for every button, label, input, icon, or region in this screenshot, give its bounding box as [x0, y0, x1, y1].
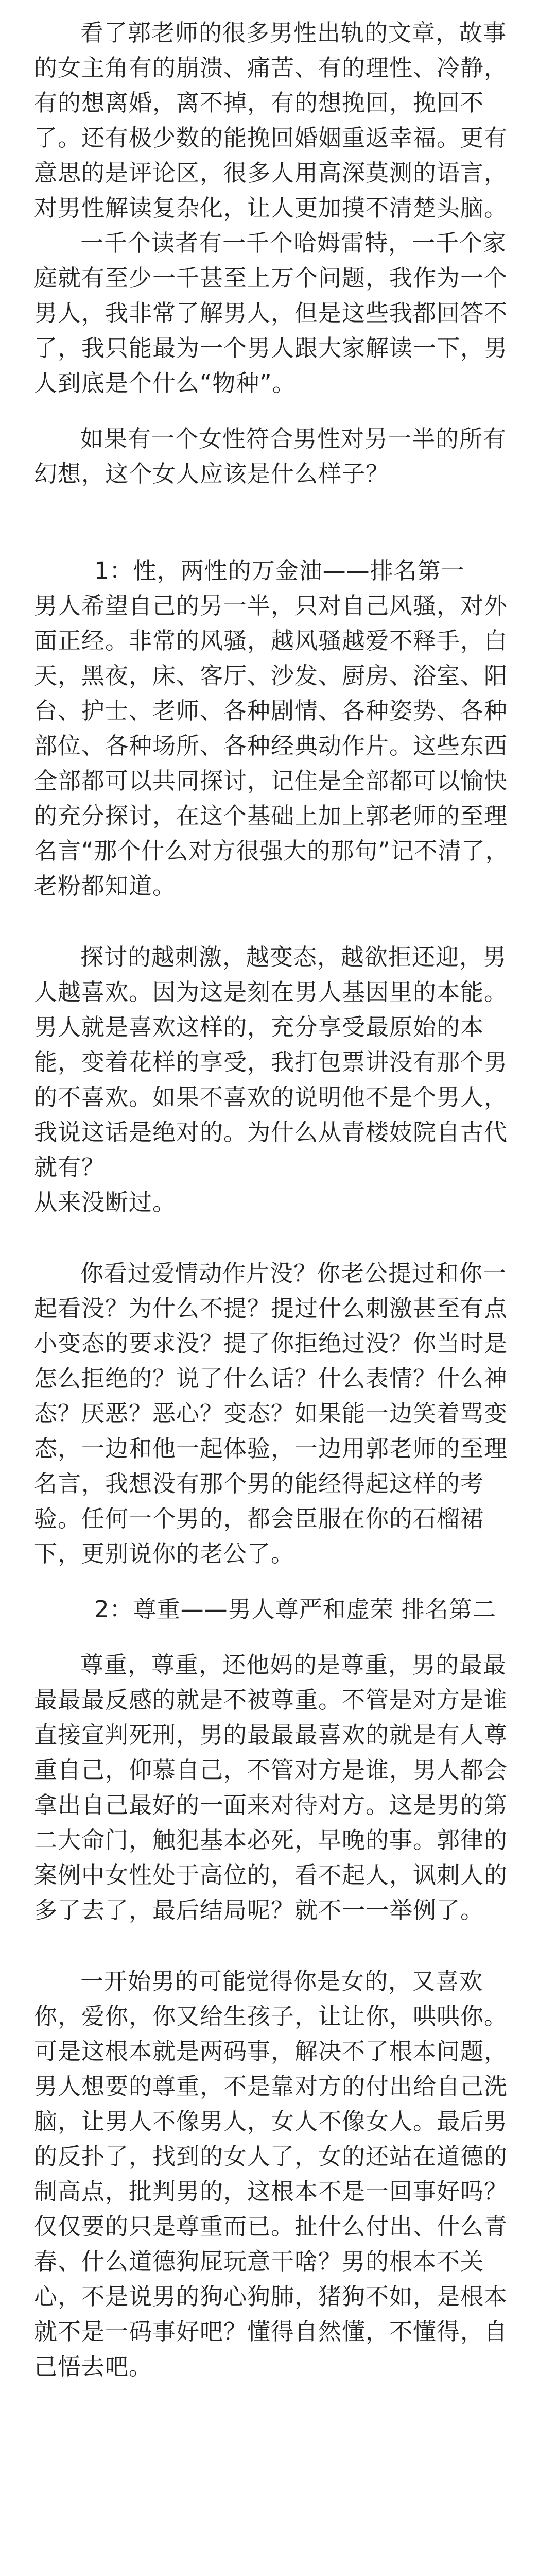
question-paragraph: 如果有一个女性符合男性对另一半的所有幻想，这个女人应该是什么样子？ — [34, 425, 507, 487]
section-1-heading-text: 1：性，两性的万金油——排名第一 — [94, 557, 465, 584]
spacer — [34, 1220, 522, 1256]
section-2-heading — [34, 1592, 522, 1627]
spacer — [34, 1627, 522, 1648]
section-2-heading-text: 2：尊重——男人尊严和虚荣 排名第二 — [94, 1596, 496, 1623]
section-1-paragraph-1: 男人希望自己的另一半，只对自己风骚，对外面正经。非常的风骚，越风骚越爱不释手，白天，黑夜，床、客厅、沙发、厨房、浴室、阳台、护士、老师、各种剧情、各种姿势、各种部位、各种场所、各种经典动作片。这些东西全部都可以共同探讨，记住是全部都可以愉快的充分探讨，在这个基础上加上郭老师的至理名言“那个什么对方很强大的那句”记不清了，老粉都知道。 — [34, 592, 509, 900]
section-2-paragraph-1: 尊重，尊重，还他妈的是尊重，男的最最最最最反感的就是不被尊重。不管是对方是谁直接宣判死刑，男的最最最喜欢的就是有人尊重自己，仰慕自己，不管对方是谁，男人都会拿出自己最好的一面来对待对方。这是男的第二大命门，触犯基本必死，早晚的事。郭律的案例中女性处于高位的，看不起人，讽刺人的多了去了，最后结局呢？就不一一举例了。 — [34, 1651, 508, 1924]
spacer — [34, 1571, 522, 1592]
spacer — [34, 1928, 522, 1964]
section-1-heading — [34, 553, 522, 588]
intro-paragraph-2: 一千个读者有一千个哈姆雷特，一千个家庭就有至少一千甚至上万个问题，我作为一个男人，我非常了解男人，但是这些我都回答不了，我只能最为一个男人跟大家解读一下，男人到底是个什么“物种”。 — [34, 229, 508, 397]
spacer — [34, 492, 522, 553]
section-1-paragraph-2: 探讨的越刺激，越变态，越欲拒还迎，男人越喜欢。因为这是刻在男人基因里的本能。男人就是喜欢这样的，充分享受最原始的本能，变着花样的享受，我打包票讲没有那个男的不喜欢。如果不喜欢的说明他不是个男人，我说这话是绝对的。为什么从青楼妓院自古代就有？ — [34, 943, 508, 1181]
section-1-paragraph-3: 从来没断过。 — [34, 1189, 177, 1216]
spacer — [34, 904, 522, 940]
section-2-paragraph-2: 一开始男的可能觉得你是女的，又喜欢你，爱你，你又给生孩子，让让你，哄哄你。可是这根本就是两码事，解决不了根本问题，男人想要的尊重，不是靠对方的付出给自己洗脑，让男人不像男人，女人不像女人。最后男的反扑了，找到的女人了，女的还站在道德的制高点，批判男的，这根本不是一回事好吗？仅仅要的只是尊重而已。扯什么付出、什么青春、什么道德狗屁玩意干啥？男的根本不关心，不是说男的狗心狗肺，猪狗不如，是根本就不是一码事好吧？懂得自然懂，不懂得，自己悟去吧。 — [34, 1968, 508, 2380]
spacer — [34, 401, 522, 421]
section-1-paragraph-4: 你看过爱情动作片没？你老公提过和你一起看没？为什么不提？提过什么刺激甚至有点小变态的要求没？提了你拒绝过没？你当时是怎么拒绝的？说了什么话？什么表情？什么神态？厌恶？恶心？变态？如果能一边笑着骂变态，一边和他一起体验，一边用郭老师的至理名言，我想没有那个男的能经得起这样的考验。任何一个男的，都会臣服在你的石榴裙下，更别说你的老公了。 — [34, 1260, 508, 1567]
intro-paragraph-1: 看了郭老师的很多男性出轨的文章，故事的女主角有的崩溃、痛苦、有的理性、冷静，有的想离婚，离不掉，有的想挽回，挽回不了。还有极少数的能挽回婚姻重返幸福。更有意思的是评论区，很多人用高深莫测的语言，对男性解读复杂化，让人更加摸不清楚头脑。 — [34, 19, 508, 222]
